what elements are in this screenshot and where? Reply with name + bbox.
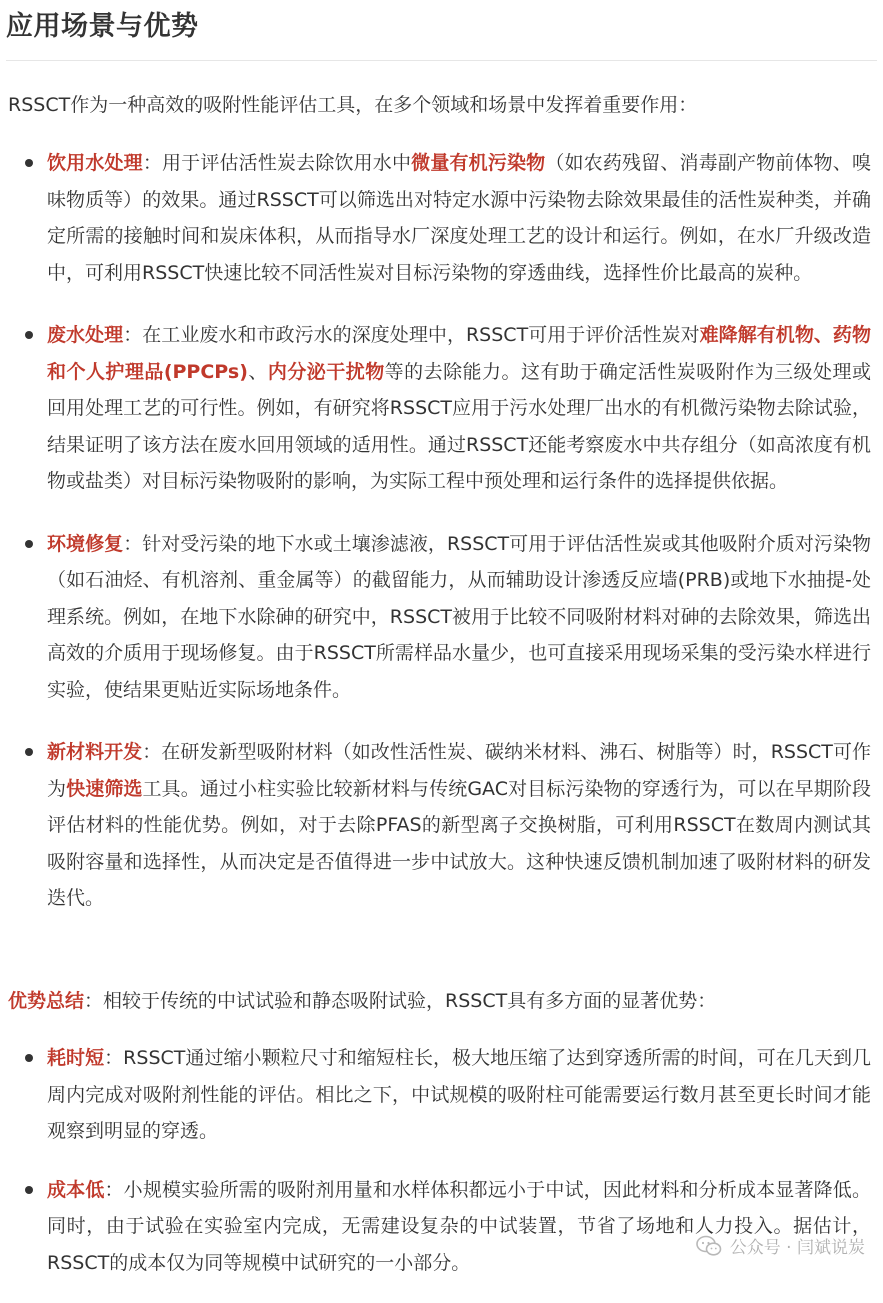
item-text: ：针对受污染的地下水或土壤渗滤液，RSSCT可用于评估活性炭或其他吸附介质对污染物（如石油烃、有机溶剂、重金属等）的截留能力，从而辅助设计渗透反应墙(PRB)或地下水抽提-处理系统。例如，在地下水除砷的研究中，RSSCT被用于比较不同吸附材料对砷的去除效果，筛选出高效的介质用于现场修复。由于RSSCT所需样品水量少，也可直接采用现场采集的受污染水样进行实验，使结果更贴近实际场地条件。 [47,532,871,701]
item-highlight: 难降解有机物、药物和个人护理品(PPCPs) [47,324,871,383]
item-text: ：在研发新型吸附材料（如改性活性炭、碳纳米材料、沸石、树脂等）时，RSSCT可作为 [47,741,871,800]
item-title: 环境修复 [47,532,124,555]
watermark [696,1233,865,1258]
item-highlight: 内分泌干扰物 [267,360,385,383]
list-item-remediation [0,526,883,709]
advantage-list [0,1040,883,1303]
list-item-low-cost [0,1172,883,1282]
list-item-drinking-water [0,145,883,291]
bullet-icon [25,1186,33,1194]
bullet-icon [25,748,33,756]
item-title: 成本低 [47,1178,105,1201]
item-text: 、 [247,360,268,383]
bullet-icon [25,540,33,548]
bullet-icon [25,331,33,339]
item-text: ：小规模实验所需的吸附剂用量和水样体积都远小于中试，因此材料和分析成本显著降低。同时，由于试验在实验室内完成，无需建设复杂的中试装置，节省了场地和人力投入。据估计，RSSCT的成本仅为同等规模中试研究的一小部分。 [47,1178,871,1274]
wechat-icon [696,1235,722,1257]
list-item-wastewater [0,317,883,500]
item-text: （如农药残留、消毒副产物前体物、嗅味物质等）的效果。通过RSSCT可以筛选出对特定水源中污染物去除效果最佳的活性炭种类，并确定所需的接触时间和炭床体积，从而指导水厂深度处理工艺的设计和运行。例如，在水厂升级改造中，可利用RSSCT快速比较不同活性炭对目标污染物的穿透曲线，选择性价比最高的炭种。 [47,152,871,284]
item-highlight: 微量有机污染物 [411,152,546,174]
heading-divider [6,60,877,61]
item-title: 耗时短 [47,1047,105,1069]
item-text: ：用于评估活性炭去除饮用水中 [142,152,412,174]
item-text: ：在工业废水和市政污水的深度处理中，RSSCT可用于评价活性炭对 [123,324,700,346]
item-text: 工具。通过小柱实验比较新材料与传统GAC对目标污染物的穿透行为，可以在早期阶段评估材料的性能优势。例如，对于去除PFAS的新型离子交换树脂，可利用RSSCT在数周内测试其吸附容量和选择性，从而决定是否值得进一步中试放大。这种快速反馈机制加速了吸附材料的研发迭代。 [47,777,871,909]
list-item-short-time [0,1040,883,1150]
list-item-new-materials [0,734,883,917]
item-highlight: 快速筛选 [66,777,143,800]
summary-paragraph [8,982,875,1020]
bullet-icon [25,159,33,167]
bullet-icon [25,1054,33,1062]
item-text: ：RSSCT通过缩小颗粒尺寸和缩短柱长，极大地压缩了达到穿透所需的时间，可在几天到几周内完成对吸附剂性能的评估。相比之下，中试规模的吸附柱可能需要运行数月甚至更长时间才能观察到明显的穿透。 [47,1047,871,1142]
application-list [0,145,883,943]
summary-title: 优势总结 [8,990,85,1012]
item-title: 饮用水处理 [47,152,143,174]
watermark-text: 公众号 · 闫斌说炭 [729,1238,865,1258]
item-title: 废水处理 [47,324,124,346]
section-heading: 应用场景与优势 [6,11,199,42]
summary-text: ：相较于传统的中试试验和静态吸附试验，RSSCT具有多方面的显著优势： [84,990,717,1012]
intro-paragraph: RSSCT作为一种高效的吸附性能评估工具，在多个领域和场景中发挥着重要作用： [8,94,698,116]
item-text: 等的去除能力。这有助于确定活性炭吸附作为三级处理或回用处理工艺的可行性。例如，有研究将RSSCT应用于污水处理厂出水的有机微污染物去除试验，结果证明了该方法在废水回用领域的适用性。通过RSSCT还能考察废水中共存组分（如高浓度有机物或盐类）对目标污染物吸附的影响，为实际工程中预处理和运行条件的选择提供依据。 [47,360,871,492]
item-title: 新材料开发 [47,741,143,763]
